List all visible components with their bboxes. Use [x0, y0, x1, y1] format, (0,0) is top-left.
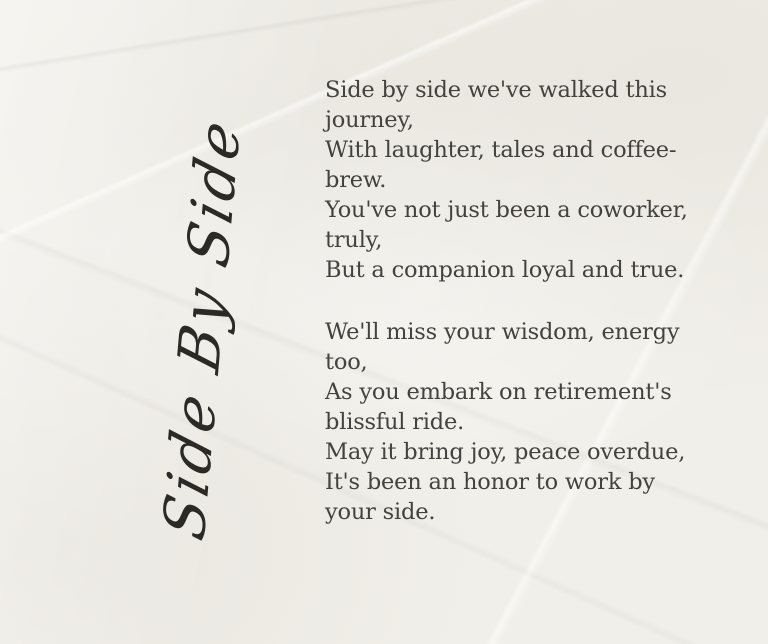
poem-line: truly,	[325, 227, 383, 253]
poem-line: May it bring joy, peace overdue,	[325, 439, 686, 465]
poem-stanza	[325, 75, 695, 285]
poem-line: But a companion loyal and true.	[325, 257, 685, 283]
poem-line: You've not just been a coworker,	[325, 197, 688, 223]
poem-line: too,	[325, 349, 368, 375]
poem-line: As you embark on retirement's	[325, 379, 672, 405]
poem-line: your side.	[325, 499, 436, 525]
poem-line: blissful ride.	[325, 409, 465, 435]
poem-line: We'll miss your wisdom, energy	[325, 319, 680, 345]
poem-line: It's been an honor to work by	[325, 469, 655, 495]
poem-line: brew.	[325, 167, 387, 193]
retirement-poem	[325, 75, 695, 527]
side-by-side-script-title: Side By Side	[150, 108, 254, 548]
poem-line: With laughter, tales and coffee-	[325, 137, 677, 163]
poem-line: Side by side we've walked this	[325, 77, 667, 103]
poem-stanza	[325, 317, 695, 527]
poem-line: journey,	[325, 107, 414, 133]
